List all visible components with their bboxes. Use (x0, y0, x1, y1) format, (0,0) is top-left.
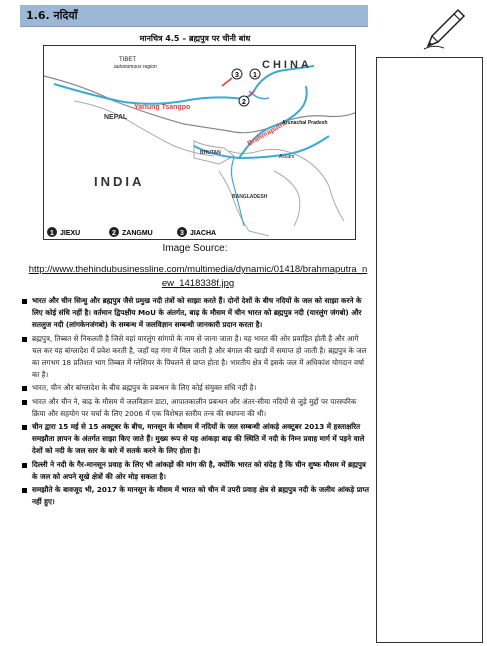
yarlung-tsangpo-label: Yarlung Tsangpo (134, 104, 191, 111)
bullet-item: चीन द्वारा 15 मई से 15 अक्टूबर के बीच, मानसून के मौसम में नदियों के जल सम्बन्धी आंकड़े अक्टूबर 2013 में हस्ताक्षरित समझौता ज्ञापन के अंतर्गत साझा किए जाते हैं। मुख्य रूप से यह आंकड़ा बाढ़ की स्थिति में नदी के निम्न प्रवाह मार्ग में पड़ने वाले देशों को नदी के जल स्तर के बारे में सतर्क करने के लिए होता है। (20, 421, 370, 458)
dam-marker-3 (232, 69, 242, 79)
legend-jiacha: JIACHA (190, 230, 217, 237)
svg-text:3: 3 (235, 72, 239, 79)
assam-label: Assam (279, 154, 295, 160)
dam-marker-1 (250, 69, 260, 79)
bullet-item: दिल्ली ने नदी के गैर-मानसून प्रवाह के लिए भी आंकड़ों की मांग की है, क्योंकि भारत को संदेह है कि चीन शुष्क मौसम में ब्रह्मपुत्र के जल को अपने सूखे क्षेत्रों की ओर मोड़ सकता है। (20, 459, 370, 483)
bullet-list (20, 295, 370, 509)
svg-text:2: 2 (112, 230, 116, 237)
tibet-sub-label: autonomous region (114, 64, 157, 70)
svg-text:1: 1 (50, 230, 54, 237)
nepal-label: NEPAL (104, 114, 128, 121)
china-label: CHINA (262, 59, 312, 71)
notes-box[interactable] (376, 57, 483, 643)
map-caption: मानचित्र 4.5 – ब्रह्मपुत्र पर चीनी बांध (139, 34, 251, 43)
pen-icon (420, 2, 470, 52)
dam-marker-2 (239, 96, 249, 106)
tibet-label: TIBET (119, 57, 137, 63)
arunachal-label: Arunachal Pradesh (282, 120, 328, 126)
svg-text:1: 1 (253, 72, 257, 79)
india-label: INDIA (94, 174, 145, 189)
image-source-link[interactable]: http://www.thehindubusinessline.com/multimedia/dynamic/01418/brahmaputra_new_1418338f.jpg (28, 264, 368, 289)
bhutan-label: BHUTAN (200, 150, 221, 156)
brahmaputra-dam-map (43, 45, 356, 240)
bangladesh-label: BANGLADESH (232, 194, 268, 200)
svg-text:3: 3 (180, 230, 184, 237)
legend-zangmu: ZANGMU (122, 230, 153, 237)
section-title: 1.6. नदियाँ (20, 5, 368, 27)
image-source-label: Image Source: (162, 243, 228, 254)
bullet-item: भारत, चीन और बांग्लादेश के बीच ब्रह्मपुत्र के प्रबन्धन के लिए कोई संयुक्त संधि नहीं है। (20, 382, 370, 394)
svg-text:2: 2 (242, 99, 246, 106)
brahmaputra-label: Brahmaputra (246, 119, 288, 148)
bullet-item: ब्रह्मपुत्र, तिब्बत से निकलती है जिसे वहां यारलुंग सांगपो के नाम से जाना जाता है। यह भारत की ओर प्रवाहित होती है और आगे चल कर यह बांग्लादेश में प्रवेश करती है, जहाँ यह गंगा में मिल जाती है और बंगाल की खाड़ी में समाप्त हो जाती है। ब्रह्मपुत्र के जल का लगभग 18 प्रतिशत भाग तिब्बत में ग्लेशियर के पिघलने से प्राप्त होता है। भारतीय क्षेत्र में इसके जल में अधिकांश योगदान वर्षा का है। (20, 333, 370, 382)
legend-jiexu: JIEXU (60, 230, 81, 237)
bullet-item: भारत और चीन ने, बाढ़ के मौसम में जलविज्ञान डाटा, आपातकालीन प्रबन्धन और अंतर-सीमा नदियों से जुड़े मुद्दों पर पारस्परिक क्रिया और सहयोग पर चर्चा के लिए 2006 में एक विशेषज्ञ स्तरीय तन्त्र की स्थापना की थी। (20, 396, 370, 420)
bullet-item: समझौते के बावजूद भी, 2017 के मानसून के मौसम में भारत को चीन में उपरी प्रवाह क्षेत्र से ब्रह्मपुत्र नदी के जलीय आंकड़े प्राप्त नहीं हुए। (20, 484, 370, 508)
bullet-item: भारत और चीन सिन्धु और ब्रह्मपुत्र जैसे प्रमुख नदी तंत्रों को साझा करते हैं। दोनों देशों के बीच नदियों के जल को साझा करने के लिए कोई संधि नहीं है। वर्तमान द्विपक्षीय MoU के अंतर्गत, बाढ़ के मौसम में चीन भारत को ब्रह्मपुत्र नदी (यारलुंग जंगबो) और सतलुज नदी (लांगकेनजंगबो) के सम्बन्ध में जलविज्ञान सम्बन्धी जानकारी प्रदान करता है। (20, 295, 370, 332)
